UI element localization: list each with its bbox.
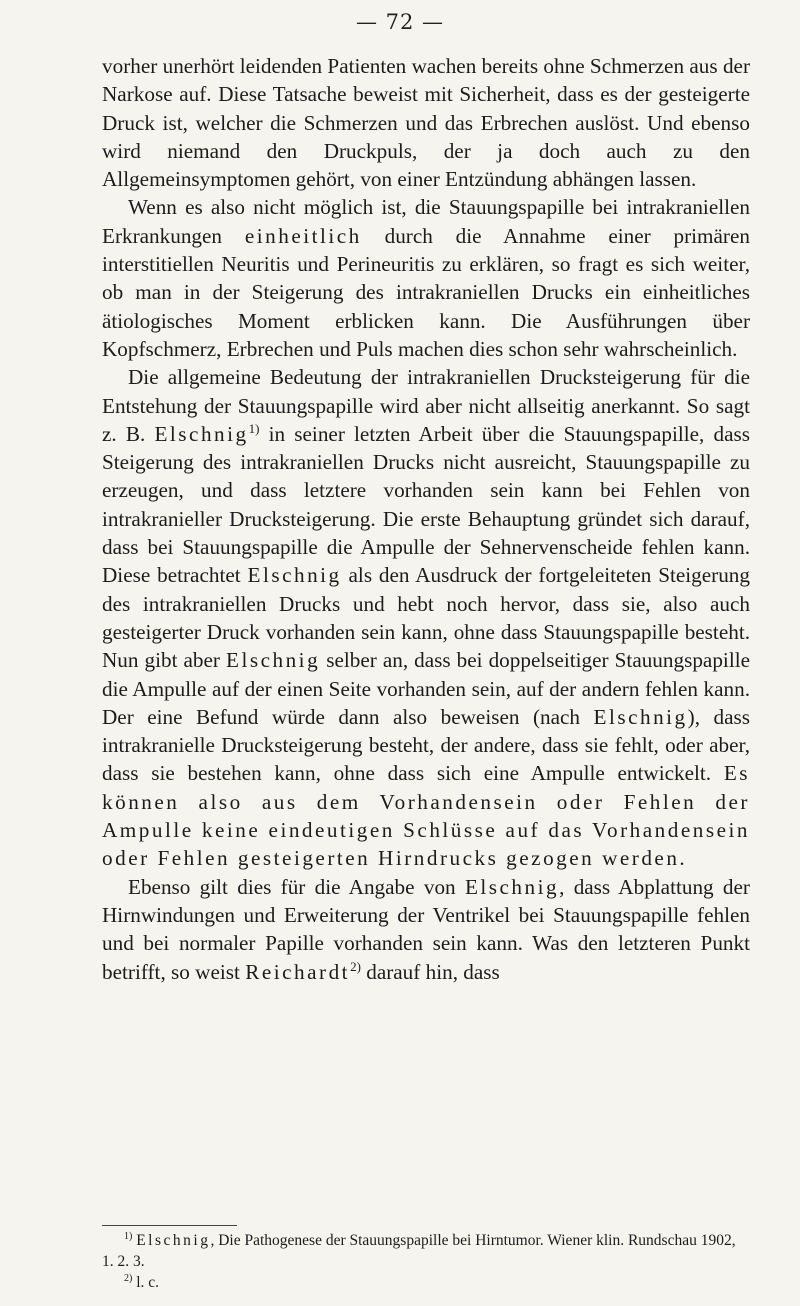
paragraph-4 (102, 873, 750, 986)
emphasis-einheitlich: einheitlich (244, 223, 362, 248)
footnote-2 (102, 1272, 750, 1293)
body-text (102, 52, 750, 986)
paragraph-2 (102, 193, 750, 363)
paragraph-3 (102, 363, 750, 872)
author-name: Elschnig (593, 704, 688, 729)
author-name: Elschnig (247, 563, 342, 588)
paragraph-3-text-e: ), dass intrakranielle Drucksteigerung besteht, der andere, dass sie fehlt, oder aber, dass sie bestehen kann, ohne dass sich eine Ampulle entwickelt. (102, 704, 750, 786)
paragraph-1 (102, 52, 750, 193)
footnote-divider (102, 1225, 237, 1226)
paragraph-4-text-c: darauf hin, dass (360, 959, 500, 984)
paragraph-4-text-b: , dass Abplattung der Hirnwindungen und Erweiterung der Ventrikel bei Stauungspapille fehlen und bei normaler Papille vorhanden sein kann. Was den letzteren Punkt betrifft, so weist (102, 874, 750, 984)
footnote-mark: 2) (124, 1272, 133, 1284)
paragraph-3-text-c: als den Ausdruck der fortgeleiteten Steigerung des intrakraniellen Drucks und hebt noch hervor, dass sie, also auch gesteigerter Druck vorhanden sein kann, ohne dass Stauungspapille besteht. Nun gibt aber (102, 563, 750, 673)
footnote-ref-1: 1) (248, 420, 260, 436)
footnote-text: l. c. (136, 1274, 160, 1291)
footnote-1 (102, 1230, 750, 1272)
page-number: — 72 — (355, 10, 445, 34)
footnotes (102, 1230, 750, 1293)
paragraph-4-text-a: Ebenso gilt dies für die Angabe von (128, 874, 465, 899)
paragraph-2-text-a: Wenn es also nicht möglich ist, die Stauungspapille bei intrakraniellen Erkrankungen (102, 195, 750, 248)
author-name: Elschnig (464, 874, 560, 899)
footnote-mark: 1) (124, 1230, 133, 1242)
paragraph-3-text-b: in seiner letzten Arbeit über die Stauungspapille, dass Steigerung des intrakraniellen Drucks nicht ausreicht, Stauungspapille zu erzeugen, und dass letztere vorhanden sein kann bei Fehlen von intrakranieller Drucksteigerung. Die erste Behauptung gründet sich darauf, dass bei Stauungspapille die Ampulle der Sehnervenscheide fehlen kann. Diese betrachtet (102, 421, 750, 588)
paragraph-3-text-a: Die allgemeine Bedeutung der intrakraniellen Drucksteigerung für die Entstehung der Stauungspapille wird aber nicht allseitig anerkannt. So sagt z. B. (102, 365, 750, 446)
footnote-text: , Die Pathogenese der Stauungspapille bei Hirntumor. Wiener klin. Rundschau 1902, 1. 2. 3. (102, 1232, 736, 1270)
paragraph-3-text-d: selber an, dass bei doppelseitiger Stauungspapille die Ampulle auf der einen Seite vorhanden sein, auf der andern fehlen kann. Der eine Befund würde dann also beweisen (nach (102, 648, 750, 729)
footnote-author: Elschnig (136, 1232, 211, 1249)
author-name: Elschnig (226, 648, 321, 673)
emphasis-conclusion: Es können also aus dem Vorhandensein oder Fehlen der Ampulle keine eindeutigen Schlüsse auf das Vorhandensein oder Fehlen gesteigerten Hirndrucks gezogen werden. (102, 761, 750, 871)
paragraph-1-text: vorher unerhört leidenden Patienten wachen bereits ohne Schmerzen aus der Narkose auf. Diese Tatsache beweist mit Sicherheit, dass es der gesteigerte Druck ist, welcher die Schmerzen und das Erbrechen auslöst. Und ebenso wird niemand den Druckpuls, der ja doch auch zu den Allgemeinsymptomen gehört, von einer Entzündung abhängen lassen. (102, 54, 750, 192)
author-name: Elschnig (154, 421, 249, 446)
author-name: Reichardt (245, 959, 351, 984)
paragraph-2-text-c: durch die Annahme einer primären interstitiellen Neuritis und Perineuritis zu erklären, so fragt es sich weiter, ob man in der Steigerung des intrakraniellen Drucks ein einheitliches ätiologisches Moment erblicken kann. Die Ausführungen über Kopfschmerz, Erbrechen und Puls machen dies schon sehr wahrscheinlich. (102, 223, 750, 361)
footnote-ref-2: 2) (350, 958, 361, 974)
